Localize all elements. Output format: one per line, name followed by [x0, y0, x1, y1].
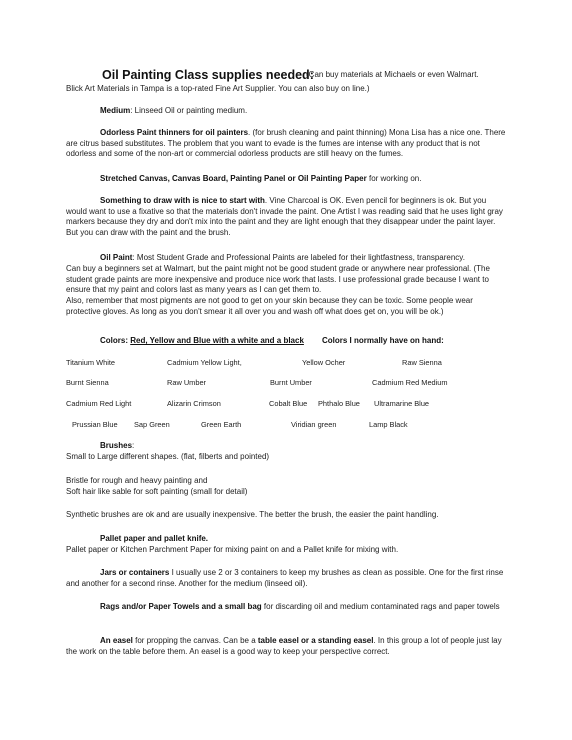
medium-text: : Linseed Oil or painting medium. — [130, 106, 248, 115]
thinners-paragraph — [66, 128, 506, 160]
pallet-text: Pallet paper or Kitchen Parchment Paper for mixing paint on and a Pallet knife for mixing with. — [66, 545, 399, 554]
draw-paragraph — [66, 196, 506, 238]
brushes-colon: : — [132, 441, 135, 450]
color-item: Titanium White — [66, 358, 116, 367]
oilpaint-text: : Most Student Grade and Professional Paints are labeled for their lightfastness, transparency. — [132, 253, 465, 262]
rags-label: Rags and/or Paper Towels and a small bag — [100, 602, 262, 611]
brushes-line-4: Synthetic brushes are ok and are usually inexpensive. The better the brush, the easier the paint handling. — [66, 510, 439, 519]
pallet-heading — [66, 534, 540, 545]
canvas-text: for working on. — [366, 174, 422, 183]
color-item: Cadmium Yellow Light, — [167, 358, 242, 367]
medium-label: Medium — [100, 106, 131, 115]
color-item: Sap Green — [134, 420, 170, 429]
easel-label: An easel — [100, 636, 133, 645]
brushes-label: Brushes — [100, 441, 133, 450]
oilpaint-more2: Also, remember that most pigments are not good to get on your skin because they can be toxic. Some people wear protective gloves. As long as you don't smear it all over you and wash off what does get on, you will be ok.) — [66, 296, 473, 316]
page-title: Oil Painting Class supplies needed: — [102, 68, 314, 82]
color-item: Burnt Umber — [270, 378, 312, 387]
brushes-line-3: Soft hair like sable for soft painting (small for detail) — [66, 487, 248, 496]
oilpaint-paragraph — [66, 253, 506, 264]
easel-text-1: for propping the canvas. Can be a — [132, 636, 258, 645]
color-item: Viridian green — [291, 420, 337, 429]
color-item: Prussian Blue — [72, 420, 118, 429]
color-item: Ultramarine Blue — [374, 399, 430, 408]
intro-line: Blick Art Materials in Tampa is a top-rated Fine Art Supplier. You can also buy on line.) — [66, 84, 370, 93]
oilpaint-more: Can buy a beginners set at Walmart, but the paint might not be good student grade or anywhere near professional. (The student grade paints are more inexpensive and produce nice work that lasts. I use professional grade because I want to ensure that my paint and colors last as many years as I can get them to. — [66, 264, 490, 295]
rags-paragraph — [66, 602, 506, 613]
color-item: Cobalt Blue — [269, 399, 308, 408]
colors-heading — [66, 336, 572, 347]
canvas-paragraph — [66, 174, 540, 185]
color-item: Burnt Sienna — [66, 378, 109, 387]
draw-label: Something to draw with is nice to start with — [100, 196, 265, 205]
easel-paragraph — [66, 636, 506, 657]
color-item: Raw Umber — [167, 378, 207, 387]
colors-on-hand-label: Colors I normally have on hand: — [322, 336, 444, 345]
jars-text: I usually use 2 or 3 containers to keep my brushes as clean as possible. One for the first rinse and another for a second rinse. Another for the medium (linseed oil). — [66, 568, 504, 588]
title-note: (Can buy materials at Michaels or even Walmart. — [306, 70, 479, 79]
color-item: Green Earth — [201, 420, 242, 429]
draw-text: . Vine Charcoal is OK. Even pencil for beginners is ok. But you would want to use a fixative so that the materials don't invade the paint. One Artist I was reading said that he uses light gray markers because they dry and don't mix into the paint and they are light enough that they disappear under the paint layer. But you can draw with the paint and the brush. — [66, 196, 503, 237]
color-item: Yellow Ocher — [302, 358, 346, 367]
color-item: Phthalo Blue — [318, 399, 360, 408]
easel-text-2: . In this group a lot of people just lay the work on the table before them. An easel is a good way to keep your perspective correct. — [66, 636, 502, 656]
canvas-label: Stretched Canvas, Canvas Board, Painting Panel or Oil Painting Paper — [100, 174, 367, 183]
brushes-heading — [66, 441, 540, 452]
medium-paragraph — [66, 106, 540, 117]
color-item: Cadmium Red Light — [66, 399, 132, 408]
easel-types: table easel or a standing easel — [257, 636, 374, 645]
brushes-line-1: Small to Large different shapes. (flat, filberts and pointed) — [66, 452, 270, 461]
thinners-text: . (for brush cleaning and paint thinning) Mona Lisa has a nice one. There are citrus based substitutes. The problem that you want to evade is the fumes are intense with any product that is not odorless and some of the non-art or commercial odorless products are still heavy on the fumes. — [66, 128, 506, 159]
color-item: Alizarin Crimson — [167, 399, 221, 408]
pallet-label: Pallet paper and pallet knife. — [100, 534, 209, 543]
color-item: Cadmium Red Medium — [372, 378, 448, 387]
color-item: Raw Sienna — [402, 358, 442, 367]
colors-underlined: Red, Yellow and Blue with a white and a black — [130, 336, 304, 345]
colors-label: Colors: — [100, 336, 131, 345]
thinners-label: Odorless Paint thinners for oil painters — [100, 128, 249, 137]
oilpaint-label: Oil Paint — [100, 253, 133, 262]
color-item: Lamp Black — [369, 420, 408, 429]
jars-paragraph — [66, 568, 506, 589]
brushes-line-2: Bristle for rough and heavy painting and — [66, 476, 208, 485]
jars-label: Jars or containers — [100, 568, 170, 577]
rags-text: for discarding oil and medium contaminated rags and paper towels — [261, 602, 500, 611]
